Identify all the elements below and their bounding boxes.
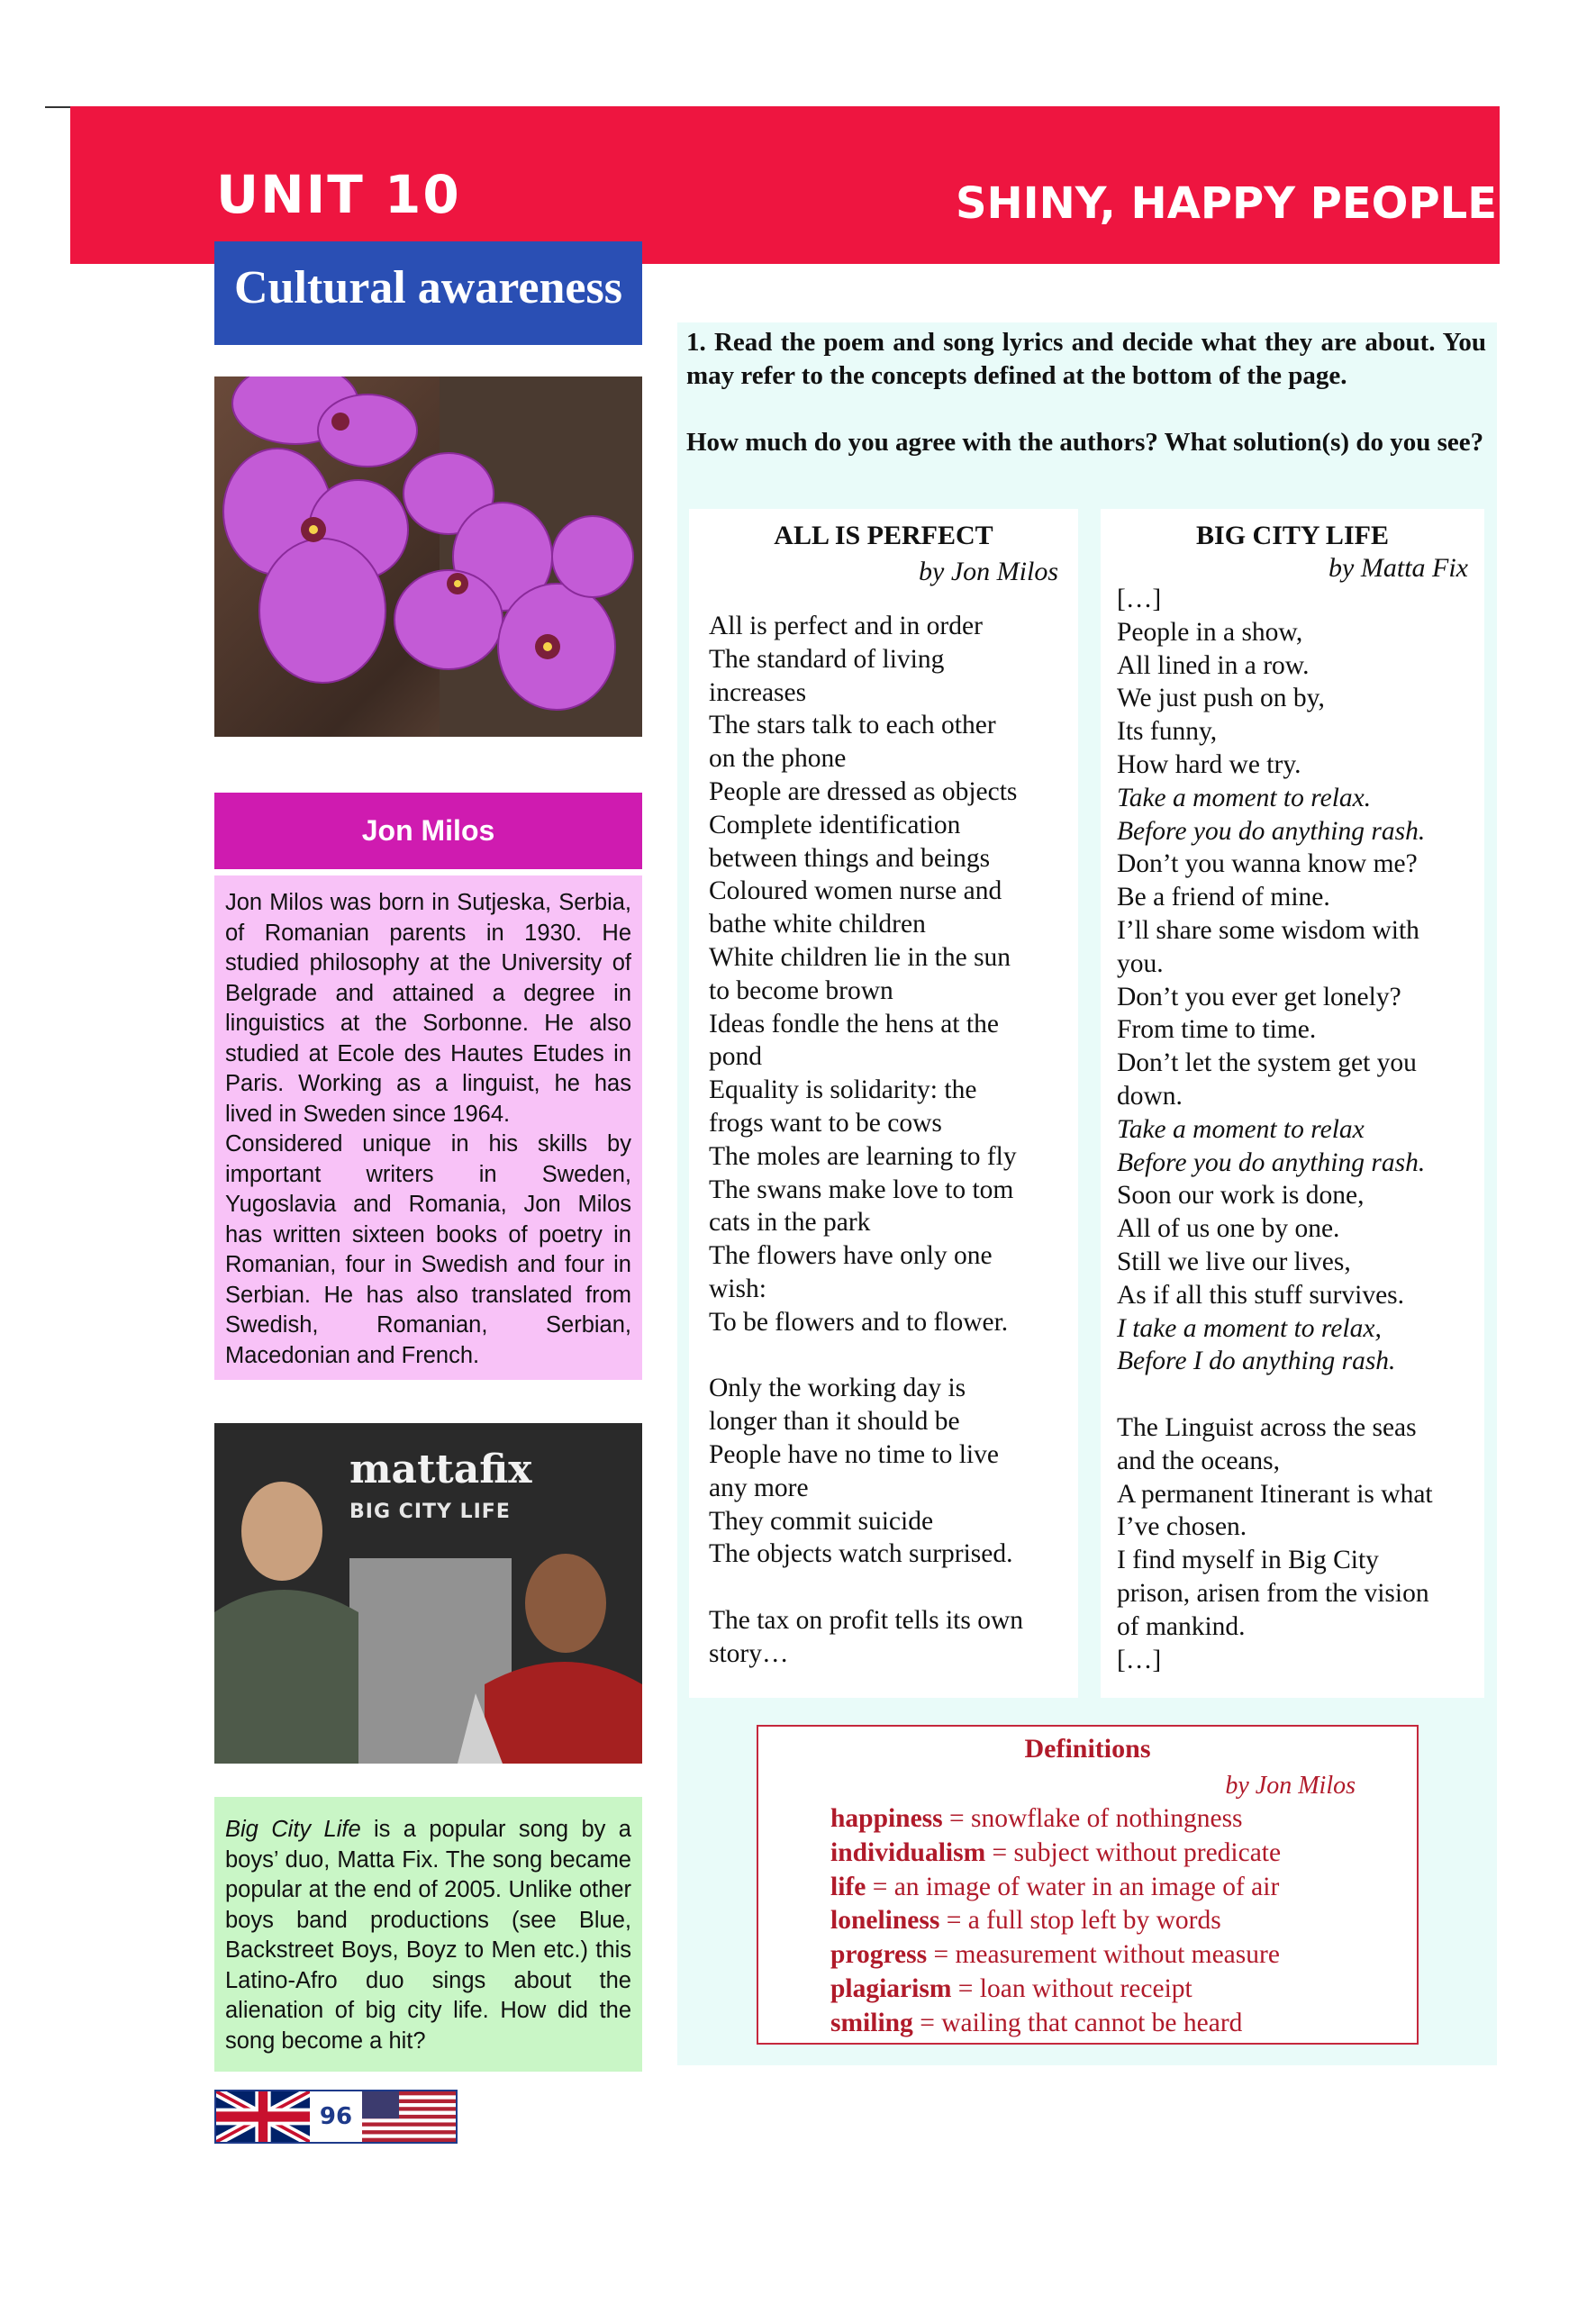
definition-text: = loan without receipt — [951, 1973, 1192, 2003]
definitions-box — [757, 1725, 1419, 2045]
song-line: Take a moment to relax — [1117, 1114, 1365, 1144]
definition-term: happiness — [830, 1804, 943, 1833]
task-paragraph-1: 1. Read the poem and song lyrics and decide what they are about. You may refer to the concepts defined at the bottom of the page. — [686, 328, 1486, 390]
page-number: 96 — [319, 2103, 353, 2130]
poem-line: The tax on profit tells its own — [709, 1605, 1024, 1635]
definitions-title: Definitions — [1024, 1734, 1151, 1764]
poem-line: between things and beings — [709, 843, 991, 873]
song-line: Before I do anything rash. — [1117, 1347, 1396, 1376]
definition-text: = wailing that cannot be heard — [912, 2008, 1243, 2037]
poem-line: The objects watch surprised. — [709, 1539, 1013, 1569]
author-heading: Jon Milos — [214, 793, 642, 869]
song-line: Don’t let the system get you — [1117, 1048, 1417, 1078]
definition-text: = measurement without measure — [927, 1940, 1280, 1970]
song-line: People in a show, — [1117, 617, 1303, 647]
poem-line: Coloured women nurse and — [709, 876, 1002, 906]
definition-text: = a full stop left by words — [939, 1906, 1221, 1936]
poem-line: Only the working day is — [709, 1374, 966, 1403]
song-line: Don’t you wanna know me? — [1117, 849, 1418, 879]
poem-line: People have no time to live — [709, 1439, 999, 1469]
poem-line: pond — [709, 1042, 762, 1072]
song-line: of mankind. — [1117, 1611, 1246, 1641]
definition-item — [830, 1871, 1281, 1905]
orchid-photo — [214, 376, 642, 737]
song-title: BIG CITY LIFE — [1196, 521, 1389, 550]
author-bio-paragraph-2: Considered unique in his skills by important writers in Sweden, Yugoslavia and Romania, Jon Milos has written sixteen books of poetry in Romanian, four in Swedish and four in Serbian. He has also translated from Swedish, Romanian, Serbian, Macedonian and French. — [225, 1131, 631, 1368]
poem-line: frogs want to be cows — [709, 1108, 942, 1138]
poem-line: The moles are learning to fly — [709, 1141, 1017, 1171]
definition-item — [830, 1802, 1281, 1837]
section-title: Cultural awareness — [214, 241, 642, 345]
orchid-illustration — [214, 376, 642, 737]
song-info-text: is a popular song by a boys’ duo, Matta Fix. The song became popular at the end of 2005. Unlike other boys band productions (see Blue, Backstreet Boys, Boyz to Men etc.) this Latino-Afro duo sings about the alienation of big city life. How did the song become a hit? — [225, 1817, 631, 2054]
poem-author: by Jon Milos — [919, 557, 1058, 586]
song-line: Before you do anything rash. — [1117, 816, 1426, 846]
poem-line: To be flowers and to flower. — [709, 1307, 1009, 1337]
song-line: As if all this stuff survives. — [1117, 1280, 1405, 1310]
definition-text: = an image of water in an image of air — [866, 1872, 1280, 1901]
poem-line: The stars talk to each other — [709, 711, 996, 740]
definitions-author: by Jon Milos — [1225, 1772, 1356, 1800]
poem-line: Equality is solidarity: the — [709, 1075, 977, 1105]
page-number-badge — [214, 2090, 458, 2144]
poem-line: longer than it should be — [709, 1407, 960, 1437]
definition-text: = snowflake of nothingness — [942, 1804, 1243, 1833]
unit-title: UNIT 10 — [216, 164, 461, 225]
song-line: All lined in a row. — [1117, 650, 1310, 680]
definition-item — [830, 1973, 1281, 2007]
song-line: down. — [1117, 1081, 1183, 1111]
song-line: prison, arisen from the vision — [1117, 1578, 1429, 1608]
song-line — [1117, 1378, 1468, 1411]
album-subtitle: BIG CITY LIFE — [349, 1501, 511, 1523]
poem-line: The standard of living — [709, 644, 945, 674]
song-line: We just push on by, — [1117, 684, 1325, 713]
song-line: Take a moment to relax. — [1117, 783, 1372, 812]
poem-lines — [709, 610, 1058, 1671]
song-line: and the oceans, — [1117, 1446, 1281, 1475]
song-line: Soon our work is done, — [1117, 1181, 1365, 1211]
poem-line — [709, 1339, 1058, 1373]
song-info-box — [214, 1797, 642, 2072]
definition-term: progress — [830, 1940, 928, 1970]
song-line: I find myself in Big City — [1117, 1546, 1379, 1575]
song-line: I’ll share some wisdom with — [1117, 915, 1419, 945]
definition-text: = subject without predicate — [985, 1837, 1282, 1867]
album-logo: mattafix — [349, 1447, 532, 1492]
song-info-title: Big City Life — [225, 1817, 361, 1842]
task-instructions — [686, 326, 1486, 459]
song-line: Still we live our lives, — [1117, 1247, 1351, 1276]
song-line: All of us one by one. — [1117, 1214, 1340, 1244]
us-flag-icon — [362, 2091, 456, 2142]
song-line: A permanent Itinerant is what — [1117, 1479, 1433, 1509]
uk-flag-icon — [216, 2091, 310, 2142]
author-bio-paragraph-1: Jon Milos was born in Sutjeska, Serbia, of Romanian parents in 1930. He studied philosophy at the University of Belgrade and attained a degree in linguistics at the Sorbonne. He also studied at Ecole des Hautes Etudes in Paris. Working as a linguist, he has lived in Sweden since 1964. — [225, 890, 631, 1127]
album-cover-photo — [214, 1423, 642, 1764]
poem-line: The flowers have only one — [709, 1241, 993, 1271]
song-line: From time to time. — [1117, 1015, 1317, 1045]
unit-topic: SHINY, HAPPY PEOPLE — [955, 178, 1497, 229]
poem-line: cats in the park — [709, 1208, 871, 1238]
song-line: Be a friend of mine. — [1117, 883, 1330, 912]
song-line: I take a moment to relax, — [1117, 1313, 1382, 1343]
top-rule — [45, 106, 72, 108]
poem-line: They commit suicide — [709, 1506, 934, 1536]
poem-line: White children lie in the sun — [709, 942, 1011, 972]
poem-line: All is perfect and in order — [709, 612, 983, 640]
poem-line: increases — [709, 677, 807, 707]
poem-line: on the phone — [709, 744, 847, 774]
task-paragraph-2: How much do you agree with the authors? What solution(s) do you see? — [686, 428, 1484, 457]
song-line: you. — [1117, 948, 1164, 978]
poem-line — [709, 1571, 1058, 1604]
poem-line: Complete identification — [709, 810, 961, 839]
song-lines — [1117, 583, 1468, 1676]
song-line: How hard we try. — [1117, 749, 1301, 779]
poem-box — [689, 509, 1078, 1698]
definition-item — [830, 1904, 1281, 1938]
poem-line: bathe white children — [709, 910, 926, 939]
song-line: Before you do anything rash. — [1117, 1147, 1426, 1177]
definition-item — [830, 1938, 1281, 1973]
poem-line: wish: — [709, 1274, 766, 1303]
poem-title: ALL IS PERFECT — [774, 521, 993, 550]
song-line: The Linguist across the seas — [1117, 1412, 1417, 1442]
poem-line: The swans make love to tom — [709, 1175, 1014, 1204]
poem-line: Ideas fondle the hens at the — [709, 1009, 999, 1039]
song-line: Don’t you ever get lonely? — [1117, 982, 1401, 1011]
song-author: by Matta Fix — [1328, 553, 1468, 583]
song-line: Its funny, — [1117, 717, 1218, 747]
definition-term: individualism — [830, 1837, 986, 1867]
definition-term: life — [830, 1872, 866, 1901]
poem-line: to become brown — [709, 975, 893, 1005]
definition-item — [830, 2007, 1281, 2041]
poem-line: any more — [709, 1473, 809, 1502]
song-line: I’ve chosen. — [1117, 1512, 1247, 1542]
author-bio — [214, 875, 642, 1380]
definition-term: smiling — [830, 2008, 913, 2037]
song-lyrics-box — [1101, 509, 1484, 1698]
poem-line: People are dressed as objects — [709, 776, 1018, 806]
song-line: […] — [1117, 1645, 1162, 1674]
definitions-list — [830, 1802, 1281, 2041]
definition-term: plagiarism — [830, 1973, 952, 2003]
poem-line: story… — [709, 1638, 789, 1668]
definition-term: loneliness — [830, 1906, 940, 1936]
song-line: […] — [1117, 585, 1162, 613]
definition-item — [830, 1837, 1281, 1871]
